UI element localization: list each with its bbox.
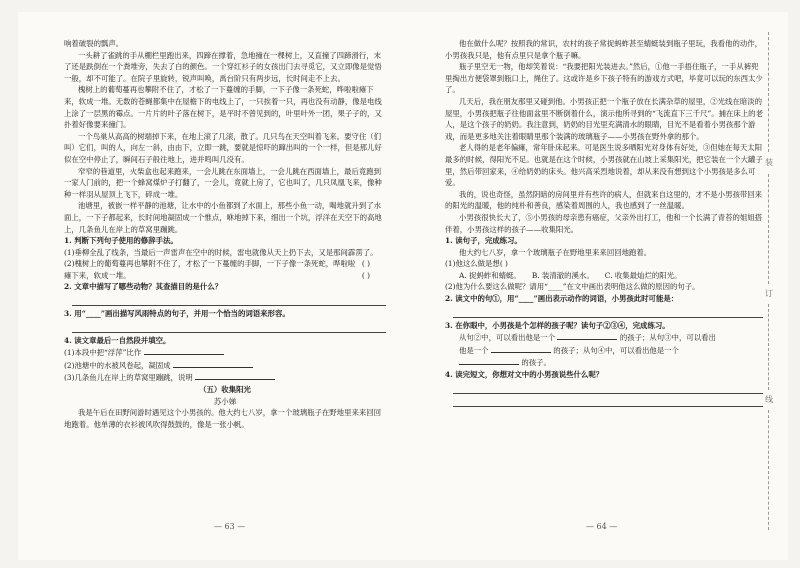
paragraph: 几天后，我在朋友那里又碰到他。小男孩正把一个瓶子放在长满杂草的屋里，②光线在暗淡的屋里，小男孩把瓶子往他面盆里不断倒着什么，演示他所寻到的“飞流直下三千尺”。捕在床上的老人，是这个孩子的奶奶。我注意到，奶奶的目光里充满清水的眼睛，目光不是看着小男孩那个游戏，而是更多地关注着眼睛里那个装满的玻璃瓶子——小男孩在野外拿的那个。 <box>445 96 763 141</box>
question-1a-text: (1)垂柳全乱了线条，当最后一声雷声在空中的时候，雷电就像从天上扔下去，又是那间霹雳了。 <box>64 247 378 257</box>
paragraph: 响着破裂的瓢声。 <box>64 39 124 48</box>
question-3-line-3 <box>445 356 763 369</box>
question-3-title: 3. 在你眼中，小男孩是个怎样的孩子呢？读句子②③④，完成练习。 <box>445 320 670 330</box>
paragraph: 他在做什么呢？按照我的常识，农村的孩子常捉蚂蚱甚至蜻蜓装到瓶子里玩，我看他的动作，小男孩我只是，他有点里只是拿个瓶子嘛。 <box>445 39 763 60</box>
fill-blank[interactable] <box>557 331 617 340</box>
question-2-title: 2. 读文中的句①，用“____”画出表示动作的词语，小男孩此时可能是： <box>445 294 679 304</box>
paragraph: 我是午后在田野间游时遇见这个小男孩的。他大约七八岁，拿一个玻璃瓶子在野地里来来回回地跑着。他单薄的衣衫被风吹得鼓鼓的，像是一张小帆。 <box>64 408 382 429</box>
question-1-options: A. 捉蚂蚱和蜻蜓。 B. 装清澈的溪水。 C. 收集最灿烂的阳光。 <box>459 270 682 280</box>
question-3e-text: 的孩子。 <box>521 358 551 368</box>
paragraph: 老人得的是老年偏瘫，常年卧床起来。可是医生说多晒阳光对身体有好处，③但她在每天太阳最多的时候，得阳光不足。也就是在这个时候，小男孩就在山坡上采集阳光，把它装在一个大罐子里，然后带回家来，④给奶奶的床头。他兴高采烈地说着，却从来没有想到这个小男孩是多么可爱。 <box>445 143 763 188</box>
question-3b-text: 的孩子；从句③中，可以看出 <box>619 333 716 343</box>
fill-blank[interactable] <box>173 359 253 368</box>
answer-line[interactable] <box>72 295 386 306</box>
paragraph: 瓶子里空无一物，他却笑着说：“我要把阳光装进去。”然后，①他一手捂住瓶子，一手从裤兜里掏出方便袋罩到瓶口上，绳住了。这或许是乡下孩子特有的游戏方式吧，毕竟可以玩的东西太少了。 <box>445 62 763 95</box>
paragraph: 池塘里，被嵌一样平静的池塘，让水中的小鱼都到了水面上，那些小鱼一动，喝地就升到了水面上，一下子都起来，长时间地凝固成一个惟点，咻地掉下来，细出一个坑，浮洋在天空下的高地上，几条鱼儿在岸上的草窝里蹦跳。 <box>64 201 382 234</box>
paragraph: 窄窄的巷道里，火柴盒也起来跑来，一会儿跳在东面墙上，一会儿跳在西面墙上，最后竟跑到一家人门前的，把一个蜂窝煤炉子打翻了，一会儿，竟就上房了，它也叫了，几只凤凰飞来，像种种一样羽从屋顶上飞下，碎成一堆。 <box>64 166 382 199</box>
right-page <box>445 38 763 409</box>
question-4b-text: (2)池塘中的水被风卷起，凝固成 <box>64 360 171 370</box>
book-spread <box>18 12 788 560</box>
question-1a: (1)他这么做是想( ) <box>445 259 508 269</box>
binding-label: 线 <box>765 395 773 404</box>
answer-line[interactable] <box>453 383 763 394</box>
binding-line <box>768 304 769 390</box>
question-4a <box>64 346 386 359</box>
question-3a-text: 从句②中，可以看出他是一个 <box>459 333 556 343</box>
question-4a-text: (1)本段中把“浮萍”比作 <box>64 348 142 358</box>
page-number-left: — 63 — <box>214 522 246 531</box>
fill-blank[interactable] <box>459 356 519 365</box>
question-4c <box>64 371 386 384</box>
question-4-title: 4. 读完短文，你想对文中的小男孩说些什么呢？ <box>445 370 604 380</box>
fill-blank[interactable] <box>491 344 551 353</box>
paragraph: 一个鸟巢从高高的树端掉下来，在地上滚了几滚，散了。几只鸟在天空叫着飞来。要守住（们叫）它们，叫的人，向左一斜，由由下，立即一跳，要就是惊吓的蹿出叫的一个一样，但是那儿好似在空中停止了，瞬间石子般往地上，进并鸣叫几没有。 <box>64 131 382 164</box>
question-3-title: 3. 用“____”画出描写风雨特点的句子，并用一个恰当的词语来形容。 <box>64 309 290 319</box>
question-1-title: 1. 判断下列句子使用的修辞手法。 <box>64 236 178 246</box>
question-1a <box>64 247 386 269</box>
paragraph: 我的，说也奇怪，虽然阴暗的房间里并有些许的病人，但就来自这里的，才不是小男孩带回来的阳光的温暖，他的纯朴和善良，感染着周围的人，我也感到了一丝温暖。 <box>445 189 763 211</box>
question-4b <box>64 359 386 372</box>
fill-blank[interactable] <box>144 346 224 355</box>
binding-label: 订 <box>765 289 773 298</box>
binding-label: 装 <box>765 158 773 167</box>
author: 苏小娣 <box>213 396 237 406</box>
paragraph: 一头耕了雀跳的手从棚栏里跑出来，四蹄在撑着，急地撞在一棵树上，又直撞了四蹄滑行，末了还是跌倒在一个粪堆旁，失去了白的颜色。一个穿红衫子的女孩出门去寻觅它，又立即像是觉悟一般，却不可能了。在院子里旋转，锐声叫唤，禹台阶只有两步远，长时间走不上去。 <box>64 50 382 83</box>
question-3c-text: 他是一个 <box>459 345 489 355</box>
answer-paren[interactable]: ( ) <box>361 259 370 269</box>
answer-line[interactable] <box>453 396 763 407</box>
question-2-title: 2. 文章中描写了哪些动物？其查描目的是什么？ <box>64 282 223 292</box>
question-1b <box>64 258 386 281</box>
fill-blank[interactable] <box>195 371 275 380</box>
question-4-title: 4. 读文章最后一自然段并填空。 <box>64 335 171 345</box>
answer-line[interactable] <box>453 307 763 318</box>
question-3-line-1 <box>445 331 763 344</box>
paragraph: 小男孩很快长大了，⑤小男孩的母亲患有癌症，父亲外出打工，他和一个长满了青苔的姐姐搭伴着，小男孩这样的孩子——收集阳光。 <box>445 212 763 234</box>
question-1b-text: (2)槐树上的葡萄蔓再也攀附不住了，才松了一下蔓缠的手脚，一下子像一条死蛇，哗啦啦瘫下来，软成一堆。 <box>64 259 356 280</box>
question-1-sentence: 他大约七八岁，拿一个玻璃瓶子在野地里来来回回地跑着。 <box>459 247 652 257</box>
question-1-title: 1. 读句子，完成练习。 <box>445 236 522 246</box>
question-4c-text: (3)几条鱼儿在岸上的草窝里蹦跳，说明 <box>64 373 193 383</box>
answer-paren[interactable]: ( ) <box>361 270 370 280</box>
page-number-right: — 64 — <box>586 522 618 531</box>
answer-line[interactable] <box>72 322 386 333</box>
paragraph: 槐树上的葡萄蔓再也攀附不住了，才松了一下蔓缠的手脚，一下子像一条死蛇，哗啦啦瘫下来，软成一堆。无数的苍蝇都集中在屋檐下的电线上了，一只挨着一只，再也没有动静，像是电线上涂了一层黑的霉点。一片片的叶子落在树下，是平时不曾见到的，叶里叶外一团，果子子的，又扑着好像要来撞门。 <box>64 85 382 130</box>
binding-line <box>768 410 769 530</box>
question-3-line-2 <box>445 344 763 357</box>
binding-line <box>768 174 769 284</box>
question-3d-text: 的孩子；从句④中，可以看出他是一个 <box>553 345 679 355</box>
question-1b: (2)他为什么要这么做呢？请用“____”在文中画出表明他这么做的原因的句子。 <box>445 282 700 292</box>
left-page <box>64 38 386 430</box>
binding-line <box>768 32 769 152</box>
section-title: （五）收集阳光 <box>199 385 251 395</box>
